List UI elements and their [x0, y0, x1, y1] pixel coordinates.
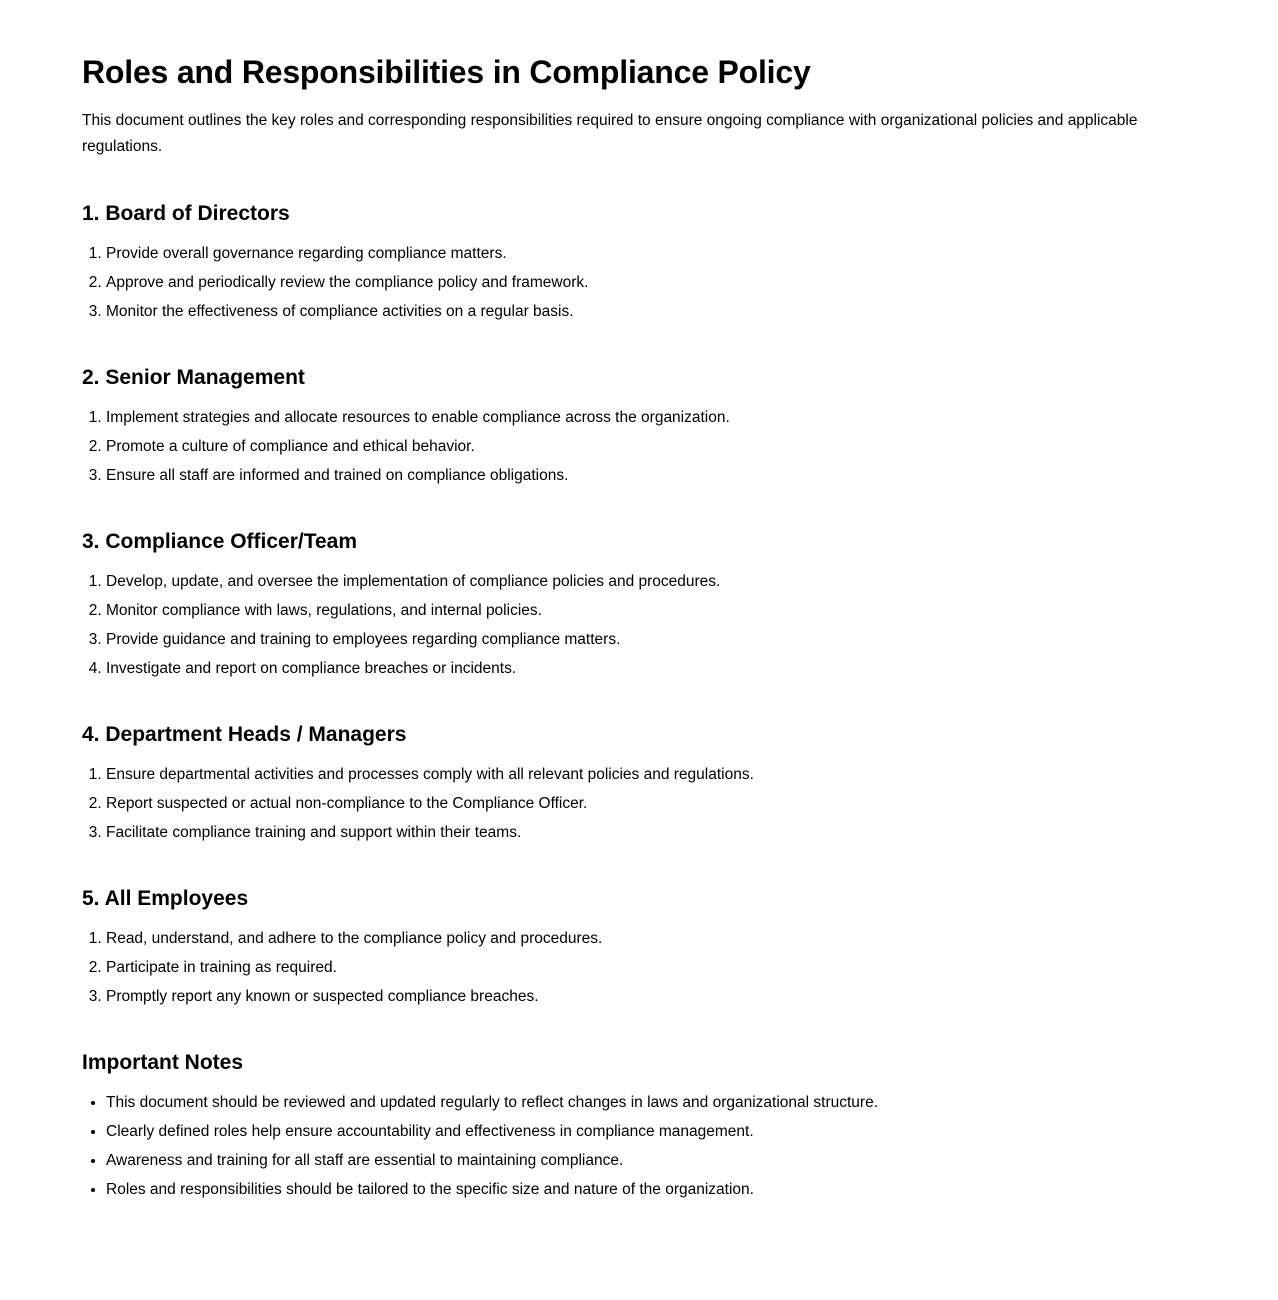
list-item: 3. Facilitate compliance training and support within their teams.	[106, 818, 1196, 847]
list-item: 1. Develop, update, and oversee the implementation of compliance policies and procedures.	[106, 567, 1196, 596]
list-item: 1. Provide overall governance regarding compliance matters.	[106, 239, 1196, 268]
list-item: 1. Ensure departmental activities and processes comply with all relevant policies and regulations.	[106, 760, 1196, 789]
intro-paragraph: This document outlines the key roles and corresponding responsibilities required to ensure ongoing compliance with organizational policies and applicable regulations.	[82, 112, 1138, 155]
responsibility-list	[82, 924, 1196, 1011]
list-item: 2. Report suspected or actual non-compliance to the Compliance Officer.	[106, 789, 1196, 818]
section-all-employees	[82, 885, 1196, 1011]
responsibility-list	[82, 239, 1196, 326]
note-item: • Roles and responsibilities should be tailored to the specific size and nature of the organization.	[106, 1175, 1196, 1204]
list-item: 4. Investigate and report on compliance breaches or incidents.	[106, 654, 1196, 683]
list-item: 3. Promptly report any known or suspected compliance breaches.	[106, 982, 1196, 1011]
list-item: 2. Approve and periodically review the compliance policy and framework.	[106, 268, 1196, 297]
list-item: 3. Monitor the effectiveness of compliance activities on a regular basis.	[106, 297, 1196, 326]
list-item: 2. Monitor compliance with laws, regulations, and internal policies.	[106, 596, 1196, 625]
section-important-notes	[82, 1049, 1196, 1204]
section-senior-management	[82, 364, 1196, 490]
responsibility-list	[82, 403, 1196, 490]
list-item: 2. Participate in training as required.	[106, 953, 1196, 982]
responsibility-list	[82, 567, 1196, 683]
list-item: 3. Ensure all staff are informed and trained on compliance obligations.	[106, 461, 1196, 490]
section-heading: 2. Senior Management	[82, 366, 305, 389]
page-title: Roles and Responsibilities in Compliance Policy	[82, 54, 811, 90]
list-item: 3. Provide guidance and training to employees regarding compliance matters.	[106, 625, 1196, 654]
section-heading: 3. Compliance Officer/Team	[82, 530, 358, 553]
section-compliance-officer-team	[82, 528, 1196, 683]
section-heading: 4. Department Heads / Managers	[82, 723, 407, 746]
section-heading: 5. All Employees	[82, 887, 249, 910]
list-item: 2. Promote a culture of compliance and ethical behavior.	[106, 432, 1196, 461]
section-heading: 1. Board of Directors	[82, 202, 290, 225]
notes-heading: Important Notes	[82, 1051, 244, 1074]
responsibility-list	[82, 760, 1196, 847]
note-item: • Awareness and training for all staff are essential to maintaining compliance.	[106, 1146, 1196, 1175]
note-item: • This document should be reviewed and updated regularly to reflect changes in laws and organizational structure.	[106, 1088, 1196, 1117]
notes-list	[82, 1088, 1196, 1204]
list-item: 1. Read, understand, and adhere to the compliance policy and procedures.	[106, 924, 1196, 953]
note-item: • Clearly defined roles help ensure accountability and effectiveness in compliance management.	[106, 1117, 1196, 1146]
list-item: 1. Implement strategies and allocate resources to enable compliance across the organization.	[106, 403, 1196, 432]
section-department-heads-managers	[82, 721, 1196, 847]
section-board-of-directors	[82, 200, 1196, 326]
